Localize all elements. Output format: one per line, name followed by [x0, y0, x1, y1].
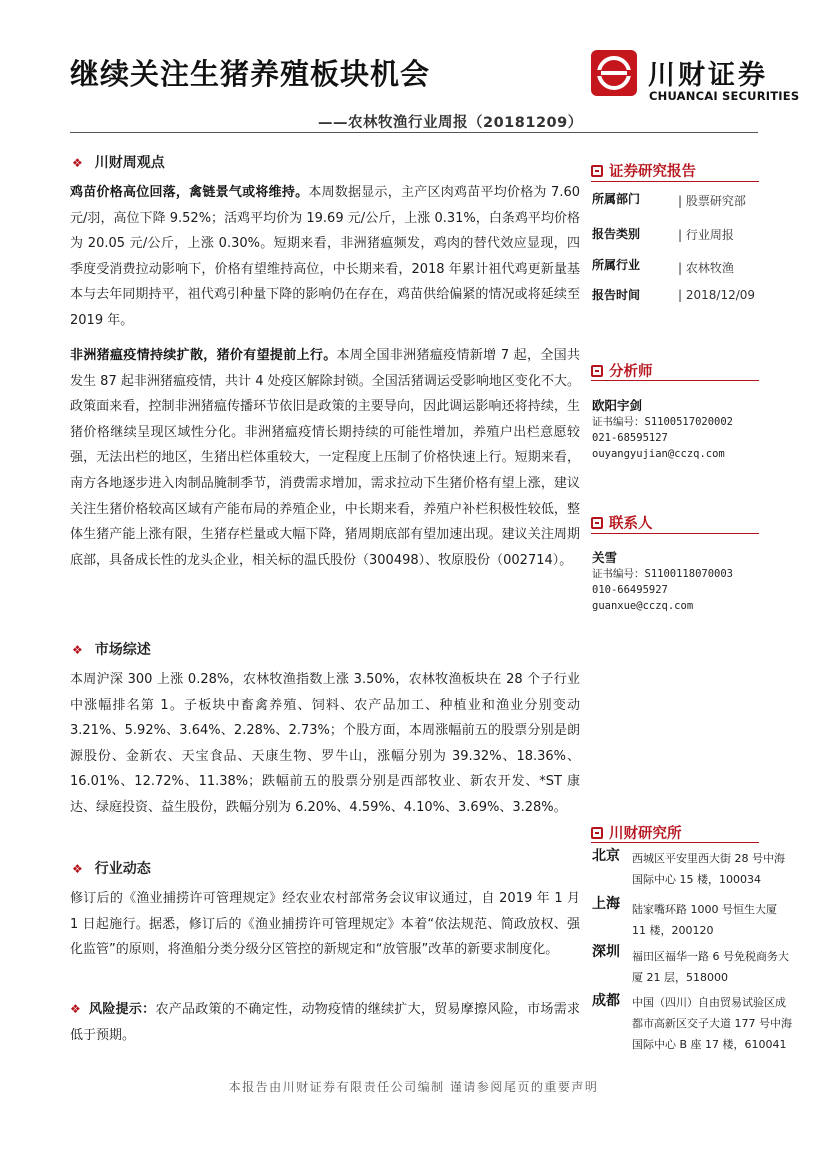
logo-text-en: CHUANCAI SECURITIES [649, 89, 800, 103]
paragraph-chicken [70, 180, 580, 334]
risk-label: 风险提示： [89, 1002, 156, 1017]
office-city-shenzhen: 深圳 [592, 944, 620, 960]
contact-phone: 010-66495927 [592, 584, 668, 596]
page-title: 继续关注生猪养殖板块机会 [70, 57, 431, 91]
diamond-bullet-icon: ❖ [72, 643, 83, 657]
paragraph-chicken-body: 本周数据显示，主产区肉鸡苗平均价格为 7.60 元/羽，高位下降 9.52%；活鸡平均价为 19.69 元/公斤，上涨 0.31%，白条鸡平均价格为 20.05 元/公斤，上涨 0.30%。短期来看，非洲猪瘟频发，鸡肉的替代效应显现，四季度受消费拉动影响下，价格有望维持高位，中长期来看，2018 年累计祖代鸡更新量基本与去年同期持平，祖代鸡引种量下降的影响仍在存在，鸡苗供给偏紧的情况或将延续至 2019 年。 [70, 185, 580, 328]
paragraph-swine [70, 343, 580, 573]
office-city-chengdu: 成都 [592, 993, 620, 1009]
paragraph-swine-body: 本周全国非洲猪瘟疫情新增 7 起，全国共发生 87 起非洲猪瘟疫情，共计 4 处疫区解除封锁。全国活猪调运受影响地区变化不大。政策面来看，控制非洲猪瘟传播环节依旧是政策的主要导向，因此调运影响还将持续，生猪价格继续呈现区域性分化。非洲猪瘟疫情长期持续的可能性增加，养殖户出栏意愿较强，无法出栏的地区，生猪出栏体重较大，一定程度上压制了价格快速上行。短期来看，南方各地逐步进入肉制品腌制季节，消费需求增加，需求拉动下生猪价格有望上涨，建议关注生猪价格较高区域有产能布局的养殖企业，中长期来看，养殖户补栏积极性较低，整体生猪产能上涨有限，生猪存栏量或大幅下降，猪周期底部有望加速出现。建议关注周期底部，具备成长性的龙头企业，相关标的温氏股份（300498）、牧原股份（002714）。 [70, 348, 580, 568]
diamond-bullet-icon: ❖ [72, 156, 83, 170]
sidebar-divider [591, 380, 759, 381]
sidebar-heading-contact: 联系人 [591, 512, 653, 533]
risk-text: 农产品政策的不确定性，动物疫情的继续扩大，贸易摩擦风险，市场需求低于预期。 [70, 1002, 580, 1043]
analyst-name: 欧阳宇剑 [592, 398, 643, 413]
contact-cert: 证书编号：S1100118070003 [592, 568, 734, 580]
risk-warning [70, 997, 580, 1048]
info-label-industry: 所属行业 [592, 258, 641, 272]
paragraph-industry: 修订后的《渔业捕捞许可管理规定》经农业农村部常务会议审议通过，自 2019 年 1 月 1 日起施行。据悉，修订后的《渔业捕捞许可管理规定》本着“依法规范、简政放权、强化监管”的原则，将渔船分类分级分区管控的新规定和“放管服”改革的新要求制度化。 [70, 891, 580, 958]
sidebar-divider [591, 842, 759, 843]
paragraph-chicken-lead: 鸡苗价格高位回落，禽链景气或将维持。 [70, 185, 309, 200]
office-address-chengdu: 中国（四川）自由贸易试验区成都市高新区交子大道 177 号中海国际中心 B 座 17 楼，610041 [632, 996, 792, 1051]
square-bullet-icon [591, 165, 603, 177]
section-heading-market: ❖ 市场综述 [72, 642, 151, 658]
diamond-bullet-icon: ❖ [72, 862, 83, 876]
office-city-shanghai: 上海 [592, 896, 620, 912]
page-footer: 本报告由川财证券有限责任公司编制 谨请参阅尾页的重要声明 [228, 1080, 599, 1094]
contact-details [592, 566, 733, 614]
sidebar-divider [591, 181, 759, 182]
info-label-department: 所属部门 [592, 192, 641, 206]
contact-name: 关雪 [592, 550, 618, 565]
square-bullet-icon [591, 827, 603, 839]
chuancai-logo-icon [590, 49, 638, 97]
info-value-industry: | 农林牧渔 [678, 261, 734, 275]
paragraph-swine-lead: 非洲猪瘟疫情持续扩散，猪价有望提前上行。 [70, 348, 337, 363]
office-address-beijing: 西城区平安里西大街 28 号中海国际中心 15 楼，100034 [632, 852, 785, 886]
sidebar-heading-institute: 川财研究所 [591, 822, 682, 843]
paragraph-market: 本周沪深 300 上涨 0.28%，农林牧渔指数上涨 3.50%，农林牧渔板块在 28 个子行业中涨幅排名第 1。子板块中畜禽养殖、饲料、农产品加工、种植业和渔业分别变动 3.21%、5.92%、3.64%、2.28%、2.73%；个股方面，本周涨幅前五的股票分别是朗源股份、金新农、天宝食品、天康生物、罗牛山，涨幅分别为 39.32%、18.36%、16.01%、12.72%、11.38%；跌幅前五的股票分别是西部牧业、新农开发、*ST 康达、绿庭投资、益生股份，跌幅分别为 6.20%、4.59%、4.10%、3.69%、3.28%。 [70, 672, 580, 815]
sidebar-divider [591, 533, 759, 534]
logo-text-cn: 川财证券 [648, 60, 768, 91]
office-address-shanghai: 陆家嘴环路 1000 号恒生大厦 11 楼，200120 [632, 903, 777, 937]
square-bullet-icon [591, 365, 603, 377]
info-value-date: | 2018/12/09 [678, 288, 756, 302]
info-value-department: | 股票研究部 [678, 194, 746, 208]
section-heading-view: ❖ 川财周观点 [72, 155, 165, 171]
contact-email[interactable]: guanxue@cczq.com [592, 600, 694, 612]
section-heading-industry: ❖ 行业动态 [72, 861, 151, 877]
info-label-date: 报告时间 [592, 288, 641, 302]
diamond-bullet-icon: ❖ [70, 1002, 82, 1016]
header-divider [70, 132, 758, 133]
square-bullet-icon [591, 517, 603, 529]
analyst-cert: 证书编号：S1100517020002 [592, 416, 734, 428]
sidebar-heading-report: 证券研究报告 [591, 160, 696, 181]
analyst-phone: 021-68595127 [592, 432, 668, 444]
sidebar-heading-analyst: 分析师 [591, 360, 653, 381]
analyst-email[interactable]: ouyangyujian@cczq.com [592, 448, 725, 460]
office-address-shenzhen: 福田区福华一路 6 号免税商务大厦 21 层，518000 [632, 950, 789, 984]
office-city-beijing: 北京 [592, 848, 620, 864]
info-label-category: 报告类别 [592, 227, 641, 241]
analyst-details [592, 414, 733, 462]
page-subtitle: ——农林牧渔行业周报（20181209） [318, 115, 583, 131]
info-value-category: | 行业周报 [678, 228, 734, 242]
